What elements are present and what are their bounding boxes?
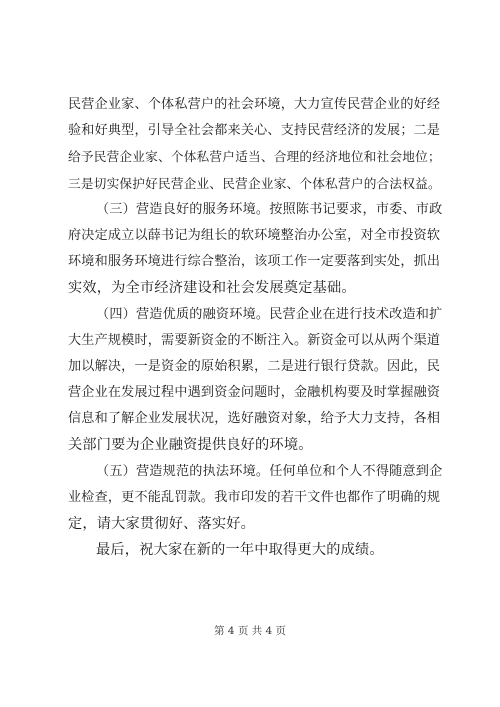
closing-line: 最后，祝大家在新的一年中取得更大的成绩。 bbox=[96, 542, 384, 559]
text-line: 环境和服务环境进行综合整治，该项工作一定要落到实处，抓出 bbox=[68, 254, 441, 270]
text-line: 关部门要为企业融资提供良好的环境。 bbox=[68, 437, 313, 454]
text-line: 加以解决，一是资金的原始积累，二是进行银行贷款。因此，民 bbox=[68, 358, 441, 374]
text-line: 信息和了解企业发展状况，选好融资对象，给予大力支持，各相 bbox=[68, 411, 441, 427]
text-line: 大生产规模时，需要新资金的不断注入。新资金可以从两个渠道 bbox=[68, 332, 441, 348]
text-line: 验和好典型，引导全社会都来关心、支持民营经济的发展；二是 bbox=[68, 123, 441, 139]
text-line: 营企业在发展过程中遇到资金问题时，金融机构要及时掌握融资 bbox=[68, 385, 441, 401]
text-line: 民营企业家、个体私营户的社会环境，大力宣传民营企业的好经 bbox=[68, 97, 441, 112]
text-line: 三是切实保护好民营企业、民营企业家、个体私营户的合法权益。 bbox=[68, 175, 441, 191]
page-number-footer: 第 4 页 共 4 页 bbox=[213, 625, 287, 637]
paragraph-start-line: （四）营造优质的融资环境。民营企业在进行技术改造和扩 bbox=[96, 306, 443, 322]
document-body bbox=[68, 92, 443, 563]
text-line: 给予民营企业家、个体私营户适当、合理的经济地位和社会地位； bbox=[68, 149, 441, 165]
text-line: 府决定成立以薛书记为组长的软环境整治办公室，对全市投资软 bbox=[68, 227, 441, 243]
paragraph-start-line: （三）营造良好的服务环境。按照陈书记要求，市委、市政 bbox=[96, 201, 443, 217]
text-line: 业检查，更不能乱罚款。我市印发的若干文件也都作了明确的规 bbox=[68, 489, 441, 505]
text-line: 定，请大家贯彻好、落实好。 bbox=[68, 516, 256, 532]
paragraph-start-line: （五）营造规范的执法环境。任何单位和个人不得随意到企 bbox=[96, 463, 443, 479]
text-line: 实效，为全市经济建设和社会发展奠定基础。 bbox=[68, 280, 356, 297]
